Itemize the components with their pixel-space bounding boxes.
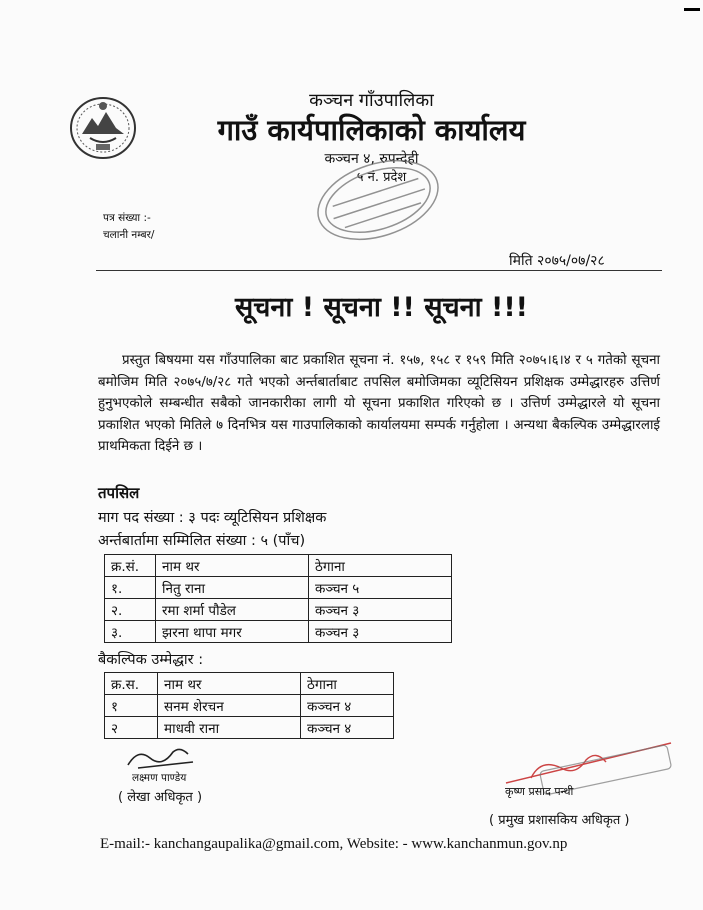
posts-line: माग पद संख्या : ३ पदः व्यूटिसियन प्रशिक्षक (98, 510, 327, 526)
table-cell: सनम शेरचन (158, 695, 301, 717)
province-name: ५ नं. प्रदेश (356, 170, 407, 185)
table-row (105, 695, 394, 717)
table-header-cell: नाम थर (156, 555, 309, 577)
table-cell: झरना थापा मगर (156, 621, 309, 643)
table-cell: कञ्चन ४ (301, 717, 394, 739)
table-header-cell: ठेगाना (301, 673, 394, 695)
accounts-officer-title: ( लेखा अधिकृत ) (118, 790, 203, 805)
details-heading: तपसिल (98, 484, 140, 502)
letter-number-label: पत्र संख्या :- (103, 212, 151, 224)
chief-officer-title: ( प्रमुख प्रशासकिय अधिकृत ) (489, 813, 630, 828)
table-header-cell: ठेगाना (309, 555, 452, 577)
table-row (105, 577, 452, 599)
municipality-name: कञ्चन गाँउपालिका (309, 90, 434, 111)
table-cell: २. (105, 599, 156, 621)
table-cell: कञ्चन ३ (309, 599, 452, 621)
accounts-officer-name: लक्ष्मण पाण्डेय (132, 772, 187, 784)
chief-officer-name: कृष्ण प्रसाद पन्थी (505, 785, 574, 798)
table-header-row (105, 673, 394, 695)
table-cell: ३. (105, 621, 156, 643)
table-cell: कञ्चन ५ (309, 577, 452, 599)
dispatch-number-label: चलानी नम्बर/ (103, 229, 155, 241)
header-divider (96, 270, 662, 271)
table-cell: १ (105, 695, 158, 717)
table-header-cell: क्र.सं. (105, 555, 156, 577)
office-title: गाउँ कार्यपालिकाको कार्यालय (217, 113, 526, 147)
alternate-heading: बैकल्पिक उम्मेद्धार : (98, 652, 204, 668)
notice-date: मिति २०७५/०७/२८ (509, 253, 605, 269)
contact-footer: E-mail:- kanchangaupalika@gmail.com, Website: - www.kanchanmun.gov.np (100, 836, 568, 852)
table-header-cell: नाम थर (158, 673, 301, 695)
table-header-row (105, 555, 452, 577)
interview-count-line: अर्न्तबार्तामा सम्मिलित संख्या : ५ (पाँच) (98, 533, 306, 549)
table-row (105, 717, 394, 739)
table-cell: नितु राना (156, 577, 309, 599)
notice-paragraph (98, 350, 660, 458)
table-row (105, 621, 452, 643)
selected-candidates-table (104, 554, 452, 643)
page-edge-mark (684, 8, 700, 11)
table-cell: रमा शर्मा पौडेल (156, 599, 309, 621)
notice-title: सूचना ! सूचना !! सूचना !!! (234, 292, 528, 323)
table-cell: १. (105, 577, 156, 599)
table-cell: कञ्चन ४ (301, 695, 394, 717)
notice-paragraph-text: प्रस्तुत बिषयमा यस गाँउपालिका बाट प्रकाशित सूचना नं. १५७, १५८ र १५९ मिति २०७५।६।४ र ५ गतेको सूचना बमोजिम मिति २०७५/७/२८ गते भएको अर्न्तबार्ताबाट तपसिल बमोजिमका व्यूटिसियन प्रशिक्षक उम्मेद्धारहरु उत्तिर्ण हुनुभएकोले सम्बन्धीत सबैको जानकारीका लागी यो सूचना प्रकाशित गरिएको छ । उत्तिर्ण उम्मेद्धारले यो सूचना प्रकाशित भएको मितिले ७ दिनभित्र यस गाउपालिकाको कार्यालयमा सम्पर्क गर्नुहोला । अन्यथा बैकल्पिक उम्मेद्धारलाई प्राथमिकता दिईने छ । (98, 353, 660, 454)
table-header-cell: क्र.स. (105, 673, 158, 695)
table-row (105, 599, 452, 621)
table-cell: कञ्चन ३ (309, 621, 452, 643)
alternate-candidates-table (104, 672, 394, 739)
office-stamp (298, 150, 458, 250)
table-cell: २ (105, 717, 158, 739)
office-address: कञ्चन ४, रुपन्देही (324, 151, 419, 167)
table-cell: माधवी राना (158, 717, 301, 739)
